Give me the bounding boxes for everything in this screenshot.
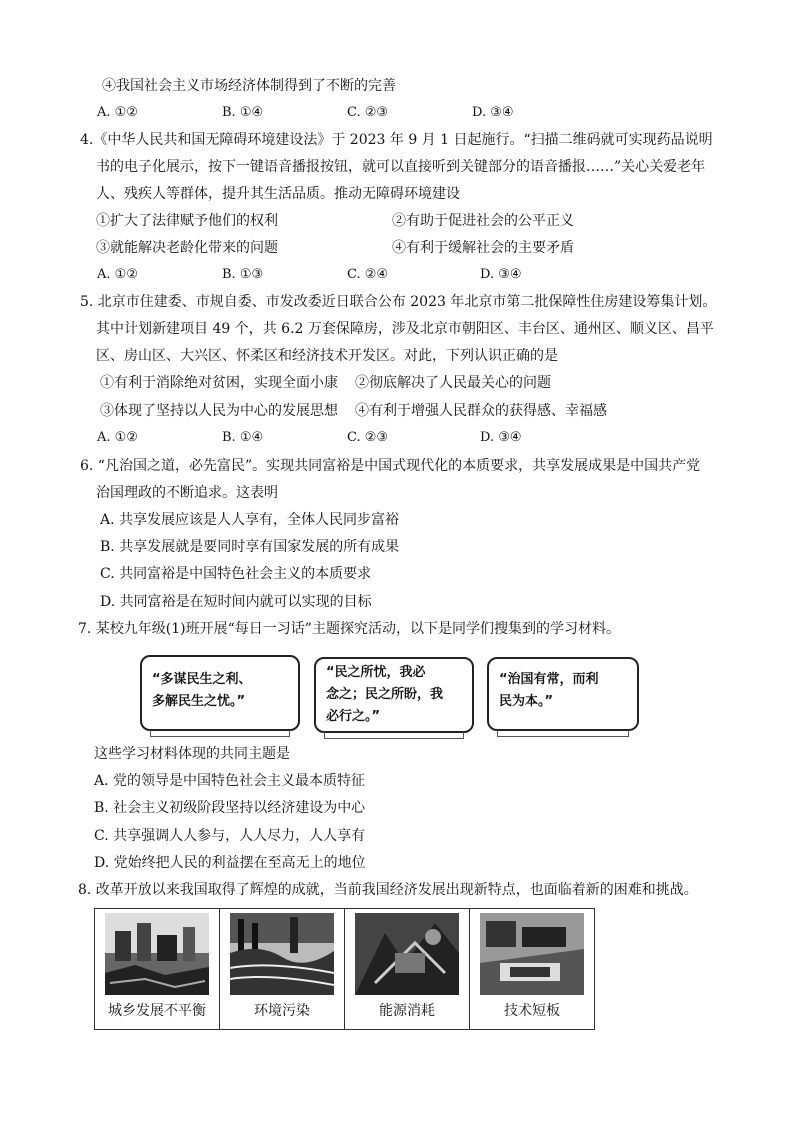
q7-option-a: A. 党的领导是中国特色社会主义最本质特征	[94, 773, 366, 789]
q3-option-b: B. ①④	[222, 105, 264, 120]
q5-stem-line-1: 5. 北京市住建委、市规自委、市发改委近日联合公布 2023 年北京市第二批保障性住房建设筹集计划。	[80, 294, 717, 310]
q7-option-b: B. 社会主义初级阶段坚持以经济建设为中心	[94, 800, 366, 816]
quote-bubble-1	[140, 655, 300, 731]
q5-option-c: C. ②③	[347, 430, 389, 445]
q4-item-3: ③就能解决老龄化带来的问题	[96, 240, 278, 256]
q5-item-3: ③体现了坚持以人民为中心的发展思想	[100, 403, 338, 419]
q5-option-a: A. ①②	[97, 430, 138, 445]
caption-urban-rural: 城乡发展不平衡	[108, 1003, 206, 1019]
q4-item-4: ④有利于缓解社会的主要矛盾	[392, 240, 574, 256]
q8-cell-4	[470, 909, 595, 1030]
rural-urban-photo	[105, 913, 209, 995]
q3-option-c: C. ②③	[347, 105, 389, 120]
quote-1-line-1: “多谋民生之利、	[152, 672, 252, 687]
q5-stem-line-2: 其中计划新建项目 49 个，共 6.2 万套保障房，涉及北京市朝阳区、丰台区、通州区、顺义区、昌平	[96, 321, 714, 337]
q7-question: 这些学习材料体现的共同主题是	[94, 746, 290, 762]
q4-option-c: C. ②④	[347, 267, 389, 282]
q5-option-d: D. ③④	[480, 430, 522, 445]
caption-energy: 能源消耗	[379, 1003, 435, 1019]
q7-option-c: C. 共享强调人人参与，人人尽力，人人享有	[94, 828, 366, 844]
q4-stem-line-2: 书的电子化展示，按下一键语音播报按钮，就可以直接听到关键部分的语音播报……”关心关爱老年	[96, 159, 706, 175]
q4-option-b: B. ①③	[222, 267, 264, 282]
q3-item-4: ④我国社会主义市场经济体制得到了不断的完善	[102, 78, 396, 94]
q6-option-c: C. 共同富裕是中国特色社会主义的本质要求	[100, 566, 372, 582]
q6-option-b: B. 共享发展就是要同时享有国家发展的所有成果	[100, 539, 400, 555]
quote-bubble-2	[314, 657, 474, 733]
caption-pollution: 环境污染	[254, 1003, 310, 1019]
q5-item-2: ②彻底解决了人民最关心的问题	[355, 375, 551, 391]
quote-2-line-2: 念之；民之所盼，我	[326, 687, 444, 702]
q7-stem: 7. 某校九年级(1)班开展“每日一习话”主题探究活动，以下是同学们搜集到的学习材料。	[78, 621, 620, 637]
quote-bubble-3	[487, 657, 639, 731]
q4-stem-line-1: 4.《中华人民共和国无障碍环境建设法》于 2023 年 9 月 1 日起施行。“扫描二维码就可实现药品说明	[80, 132, 713, 148]
quote-3-line-1: “治国有常，而利	[499, 672, 599, 687]
pollution-photo	[230, 913, 334, 995]
q8-cell-1	[95, 909, 220, 1030]
quote-2-line-1: “民之所忧，我必	[326, 665, 426, 680]
q5-item-1: ①有利于消除绝对贫困，实现全面小康	[100, 375, 338, 391]
technology-photo	[480, 913, 584, 995]
quote-2-line-3: 必行之。”	[326, 709, 381, 724]
caption-technology: 技术短板	[504, 1003, 560, 1019]
q6-stem-line-2: 治国理政的不断追求。这表明	[96, 485, 278, 501]
quote-1-line-2: 多解民生之忧。”	[152, 694, 246, 709]
q7-option-d: D. 党始终把人民的利益摆在至高无上的地位	[94, 855, 366, 871]
q6-stem-line-1: 6. “凡治国之道，必先富民”。实现共同富裕是中国式现代化的本质要求，共享发展成果是中国共产党	[80, 458, 701, 474]
q3-option-d: D. ③④	[472, 105, 514, 120]
q3-option-a: A. ①②	[97, 105, 138, 120]
q5-stem-line-3: 区、房山区、大兴区、怀柔区和经济技术开发区。对此，下列认识正确的是	[96, 348, 558, 364]
q4-option-a: A. ①②	[97, 267, 138, 282]
q6-option-a: A. 共享发展应该是人人享有，全体人民同步富裕	[100, 512, 400, 528]
quote-3-line-2: 民为本。”	[499, 694, 554, 709]
q8-cell-2	[220, 909, 345, 1030]
q8-picture-table	[94, 908, 595, 1030]
q5-option-b: B. ①④	[222, 430, 264, 445]
energy-photo	[355, 913, 459, 995]
q4-item-1: ①扩大了法律赋予他们的权利	[96, 213, 278, 229]
q5-item-4: ④有利于增强人民群众的获得感、幸福感	[355, 403, 607, 419]
q4-option-d: D. ③④	[480, 267, 522, 282]
q8-stem: 8. 改革开放以来我国取得了辉煌的成就，当前我国经济发展出现新特点，也面临着新的困难和挑战。	[78, 882, 698, 898]
q6-option-d: D. 共同富裕是在短时间内就可以实现的目标	[100, 594, 372, 610]
q8-cell-3	[345, 909, 470, 1030]
q4-stem-line-3: 人、残疾人等群体，提升其生活品质。推动无障碍环境建设	[96, 186, 460, 202]
q4-item-2: ②有助于促进社会的公平正义	[392, 213, 574, 229]
